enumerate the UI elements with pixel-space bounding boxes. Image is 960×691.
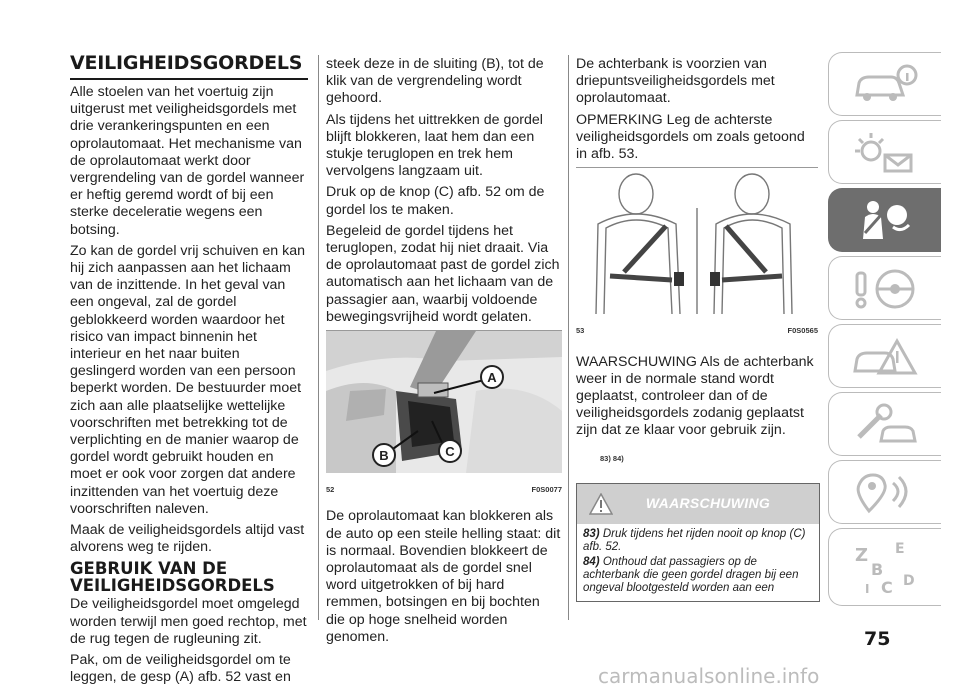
warning-item	[583, 528, 813, 554]
paragraph: Druk op de knop (C) afb. 52 om de gordel los te maken.	[326, 184, 545, 218]
figure-caption	[576, 322, 818, 339]
figure-number: 53	[576, 326, 585, 336]
warning-text: Druk tijdens het rijden nooit op knop (C) afb. 52.	[583, 527, 806, 553]
column-2	[326, 56, 562, 650]
paragraph: Als tijdens het uittrekken de gordel blijft blokkeren, laat hem dan een stukje teruglopen en trek hem vervolgens langzaam uit.	[326, 111, 543, 180]
index-letter: B	[871, 560, 884, 579]
paragraph: De oprolautomaat kan blokkeren als de auto op een steile helling staat: dit is normaal. Bovendien blokkeert de oprolautomaat als de gordel snel word uitgetrokken of bij hard remmen, botsingen en bij bochten die op hoge snelheid worden genomen.	[326, 508, 561, 645]
index-letter: I	[865, 582, 870, 596]
index-letters-icon	[851, 539, 921, 597]
paragraph: steek deze in de sluiting (B), tot de klik van de vergrendeling wordt gehoord.	[326, 56, 544, 107]
seatbelt-airbag-icon	[851, 199, 921, 243]
lights-message-icon	[851, 131, 921, 175]
location-media-icon	[851, 471, 921, 515]
page-title: VEILIGHEIDSGORDELS	[70, 52, 308, 80]
wrench-car-icon	[851, 403, 921, 447]
figure-52	[326, 330, 562, 498]
tab-safety[interactable]	[828, 188, 941, 252]
seatbelt-buckle-illustration	[326, 331, 562, 473]
rear-seatbelts-illustration	[576, 168, 818, 314]
warning-text: Onthoud dat passagiers op de achterbank die geen gordel dragen bij een ongeval blootgesteld worden aan een	[583, 555, 799, 594]
warning-body	[577, 524, 819, 601]
index-letter: E	[895, 541, 905, 557]
paragraph: De veiligheidsgordel moet omgelegd worden terwijl men goed rechtop, met de rug tegen de rugleuning zit.	[70, 596, 307, 647]
column-1	[70, 84, 308, 691]
car-info-icon	[851, 63, 921, 107]
warning-number: 83)	[583, 527, 600, 540]
figure-caption	[326, 481, 562, 498]
key-steering-icon	[851, 267, 921, 311]
column-divider	[568, 55, 569, 620]
column-3	[576, 56, 818, 602]
warning-references: 83) 84)	[600, 453, 624, 463]
paragraph: WAARSCHUWING Als de achterbank weer in de normale stand wordt geplaatst, controleer dan of de veiligheidsgordels zodanig geplaatst zijn dat ze klaar voor gebruik zijn.	[576, 353, 814, 439]
tab-multimedia[interactable]	[828, 460, 941, 524]
paragraph: Zo kan de gordel vrij schuiven en kan hij zich aanpassen aan het lichaam van de inzittende. In het geval van een ongeval, zal de gordel geblokkeerd worden waardoor het risico van impact binnenin het interieur en het naar buiten geslingerd worden van een persoon beperkt worden. De bestuurder moet zich aan alle plaatselijke wettelijke voorschriften met betrekking tot de verplichting en de manier waarop de gordel wordt gebruikt houden en moet er ook voor zorgen dat andere inzittenden van het voertuig deze voorschriften naleven.	[70, 242, 306, 517]
figure-53	[576, 167, 818, 339]
column-divider	[318, 55, 319, 620]
paragraph: Alle stoelen van het voertuig zijn uitgerust met veiligheidsgordels met drie verankeringspunten en een oprolautomaat. Het mechanisme van de oprolautomaat werkt door vergrendeling van de gordel wanneer er heftig geremd wordt of bij een sterke deceleratie wegens een botsing.	[70, 84, 305, 238]
tab-car-info[interactable]	[828, 52, 941, 116]
page-title-block	[70, 52, 308, 78]
paragraph: Begeleid de gordel tijdens het teruglopen, zodat hij niet draait. Via de oprolautomaat past de gordel zich automatisch aan het lichaam van de passagier aan, waarbij voldoende bewegingsvrijheid wordt gelaten.	[326, 222, 560, 325]
paragraph: Maak de veiligheidsgordels altijd vast alvorens weg te rijden.	[70, 522, 305, 556]
tab-lights-messages[interactable]	[828, 120, 941, 184]
callout-b: B	[379, 448, 389, 464]
warning-box	[576, 483, 820, 602]
figure-code: F0S0077	[531, 485, 562, 495]
figure-code: F0S0565	[787, 326, 818, 336]
tab-maintenance[interactable]	[828, 392, 941, 456]
warning-item	[583, 556, 813, 595]
index-letter: Z	[855, 545, 869, 566]
tab-index[interactable]	[828, 528, 941, 606]
page-number: 75	[864, 628, 891, 650]
car-warning-icon	[851, 335, 921, 379]
warning-triangle-icon	[589, 493, 613, 515]
index-letter: D	[903, 573, 915, 589]
callout-a: A	[487, 370, 497, 386]
section-heading: GEBRUIK VAN DE VEILIGHEIDSGORDELS	[70, 559, 275, 596]
paragraph: De achterbank is voorzien van driepuntsveiligheidsgordels met oprolautomaat.	[576, 56, 775, 107]
paragraph: OPMERKING Leg de achterste veiligheidsgordels om zoals getoond in afb. 53.	[576, 111, 805, 163]
warning-number: 84)	[583, 555, 600, 568]
tab-starting-driving[interactable]	[828, 256, 941, 320]
warning-header	[577, 484, 819, 524]
callout-c: C	[445, 444, 455, 460]
tab-emergency[interactable]	[828, 324, 941, 388]
watermark: carmanualsonline.info	[598, 664, 820, 688]
figure-number: 52	[326, 485, 335, 495]
index-letter: C	[881, 578, 893, 597]
paragraph: Pak, om de veiligheidsgordel om te leggen, de gesp (A) afb. 52 vast en	[70, 652, 291, 686]
warning-heading: WAARSCHUWING	[645, 495, 771, 512]
